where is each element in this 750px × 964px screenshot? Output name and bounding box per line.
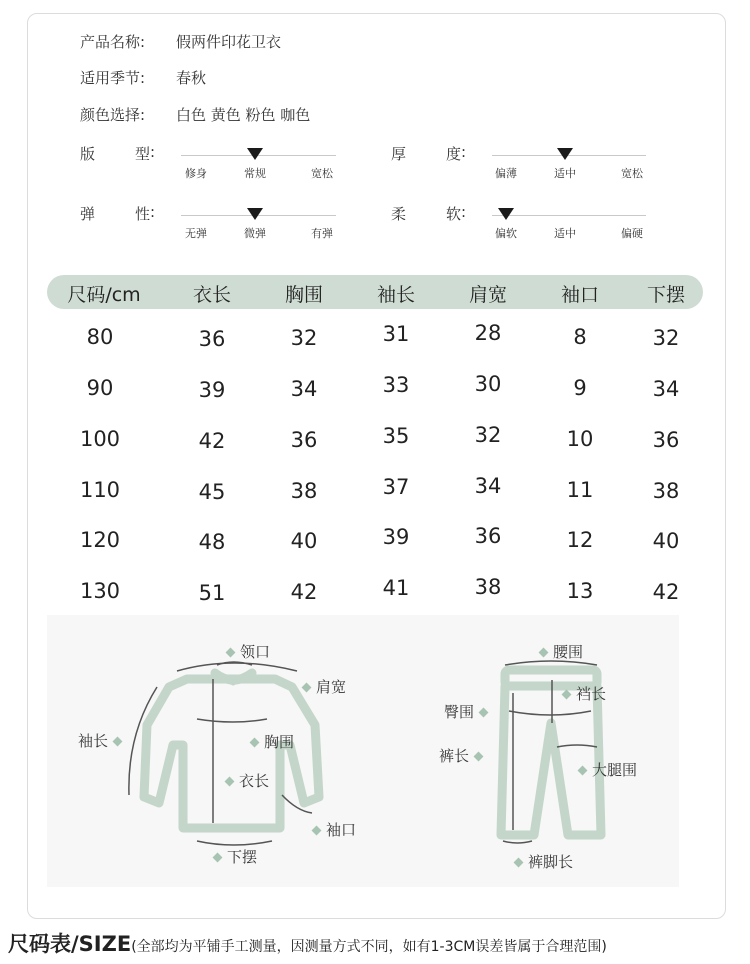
table-cell: 130 xyxy=(79,579,121,603)
softness-tick-2: 适中 xyxy=(554,227,576,240)
header-chest: 胸围 xyxy=(284,284,324,306)
diamond-icon xyxy=(113,737,123,747)
table-cell: 36 xyxy=(198,327,226,351)
elastic-tick-3: 有弹 xyxy=(311,227,333,240)
label-thigh: 大腿围 xyxy=(573,759,637,780)
diamond-icon xyxy=(562,690,572,700)
table-cell: 80 xyxy=(86,325,114,349)
header-cuff: 袖口 xyxy=(560,284,600,306)
fit-scale xyxy=(80,143,340,188)
softness-marker xyxy=(498,208,514,220)
table-cell: 28 xyxy=(474,321,502,345)
table-cell: 42 xyxy=(290,580,318,604)
table-cell: 51 xyxy=(198,581,226,605)
diamond-icon xyxy=(474,752,484,762)
table-cell: 41 xyxy=(382,576,410,600)
table-cell: 33 xyxy=(382,373,410,397)
softness-label-1: 柔 xyxy=(391,205,407,223)
table-cell: 40 xyxy=(290,529,318,553)
elastic-scale xyxy=(80,203,340,248)
table-cell: 32 xyxy=(474,423,502,447)
label-cuff: 袖口 xyxy=(307,819,356,840)
product-name-label: 产品名称: xyxy=(80,33,146,51)
table-cell: 45 xyxy=(198,480,226,504)
table-cell: 9 xyxy=(573,376,587,400)
thickness-label-2: 度 xyxy=(446,145,462,163)
table-cell: 11 xyxy=(566,478,594,502)
diamond-icon xyxy=(514,858,524,868)
thickness-scale xyxy=(391,143,651,188)
softness-tick-3: 偏硬 xyxy=(621,227,643,240)
table-cell: 100 xyxy=(79,427,121,451)
label-sleeve: 袖长 xyxy=(78,730,127,751)
footer-note: (全部均为平铺手工测量，因测量方式不同，如有1-3CM误差皆属于合理范围) xyxy=(131,939,607,955)
fit-tick-2: 常规 xyxy=(244,167,266,180)
thickness-marker xyxy=(557,148,573,160)
color-label: 颜色选择: xyxy=(80,106,146,124)
season-row xyxy=(80,67,206,88)
fit-colon: : xyxy=(150,143,156,161)
table-cell: 48 xyxy=(198,530,226,554)
diamond-icon xyxy=(578,766,588,776)
table-cell: 39 xyxy=(382,525,410,549)
diamond-icon xyxy=(479,708,489,718)
softness-colon: : xyxy=(461,203,467,221)
table-cell: 36 xyxy=(652,428,680,452)
diamond-icon xyxy=(539,648,549,658)
elastic-label-2: 性 xyxy=(135,205,151,223)
table-cell: 35 xyxy=(382,424,410,448)
color-row xyxy=(80,104,310,125)
season-value: 春秋 xyxy=(176,69,207,87)
table-cell: 37 xyxy=(382,475,410,499)
header-shoulder: 肩宽 xyxy=(468,284,508,306)
label-waist: 腰围 xyxy=(534,641,583,662)
fit-tick-3: 宽松 xyxy=(311,167,333,180)
diamond-icon xyxy=(250,738,260,748)
softness-scale xyxy=(391,203,651,248)
product-name-value: 假两件印花卫衣 xyxy=(176,33,282,51)
table-cell: 42 xyxy=(198,429,226,453)
softness-tick-1: 偏软 xyxy=(495,227,517,240)
table-cell: 110 xyxy=(79,478,121,502)
label-chest: 胸围 xyxy=(245,731,294,752)
fit-marker xyxy=(247,148,263,160)
table-cell: 38 xyxy=(652,479,680,503)
table-cell: 10 xyxy=(566,427,594,451)
elastic-tick-1: 无弹 xyxy=(185,227,207,240)
table-cell: 8 xyxy=(573,325,587,349)
header-length: 衣长 xyxy=(192,284,232,306)
label-hip: 臀围 xyxy=(444,701,493,722)
table-cell: 34 xyxy=(474,474,502,498)
color-value: 白色 黄色 粉色 咖色 xyxy=(176,106,311,124)
table-cell: 36 xyxy=(474,524,502,548)
size-footer xyxy=(8,928,607,958)
header-sleeve: 袖长 xyxy=(376,284,416,306)
table-cell: 42 xyxy=(652,580,680,604)
thickness-colon: : xyxy=(461,143,467,161)
diamond-icon xyxy=(312,826,322,836)
elastic-marker xyxy=(247,208,263,220)
elastic-label-1: 弹 xyxy=(80,205,96,223)
season-label: 适用季节: xyxy=(80,69,146,87)
table-cell: 40 xyxy=(652,529,680,553)
label-collar: 领口 xyxy=(221,641,270,662)
header-size: 尺码/cm xyxy=(67,284,141,306)
table-cell: 30 xyxy=(474,372,502,396)
table-cell: 39 xyxy=(198,378,226,402)
diamond-icon xyxy=(225,777,235,787)
label-shoulder: 肩宽 xyxy=(297,676,346,697)
label-leg-opening: 裤脚长 xyxy=(509,851,573,872)
fit-label-2: 型 xyxy=(135,145,151,163)
diamond-icon xyxy=(213,853,223,863)
table-cell: 90 xyxy=(86,376,114,400)
label-pants-length: 裤长 xyxy=(439,745,488,766)
table-cell: 32 xyxy=(290,326,318,350)
table-cell: 36 xyxy=(290,428,318,452)
garment-illustration xyxy=(47,615,679,887)
fit-tick-1: 修身 xyxy=(185,167,207,180)
table-cell: 38 xyxy=(474,575,502,599)
softness-label-2: 软 xyxy=(446,205,462,223)
table-cell: 12 xyxy=(566,528,594,552)
table-cell: 34 xyxy=(290,377,318,401)
table-cell: 120 xyxy=(79,528,121,552)
fit-label-1: 版 xyxy=(80,145,96,163)
label-length: 衣长 xyxy=(220,770,269,791)
footer-title: 尺码表/SIZE xyxy=(8,932,132,956)
elastic-colon: : xyxy=(150,203,156,221)
table-cell: 32 xyxy=(652,326,680,350)
elastic-tick-2: 微弹 xyxy=(244,227,266,240)
measurement-diagram xyxy=(47,615,679,887)
thickness-label-1: 厚 xyxy=(391,145,407,163)
header-hem: 下摆 xyxy=(646,284,686,306)
thickness-tick-2: 适中 xyxy=(554,167,576,180)
softness-line xyxy=(492,215,646,216)
size-table-header xyxy=(47,275,703,309)
thickness-tick-1: 偏薄 xyxy=(495,167,517,180)
diamond-icon xyxy=(226,648,236,658)
table-cell: 38 xyxy=(290,479,318,503)
label-hem: 下摆 xyxy=(208,846,257,867)
label-rise: 裆长 xyxy=(557,683,606,704)
table-cell: 34 xyxy=(652,377,680,401)
diamond-icon xyxy=(302,683,312,693)
thickness-tick-3: 宽松 xyxy=(621,167,643,180)
table-cell: 13 xyxy=(566,579,594,603)
product-name-row xyxy=(80,31,281,52)
table-cell: 31 xyxy=(382,322,410,346)
